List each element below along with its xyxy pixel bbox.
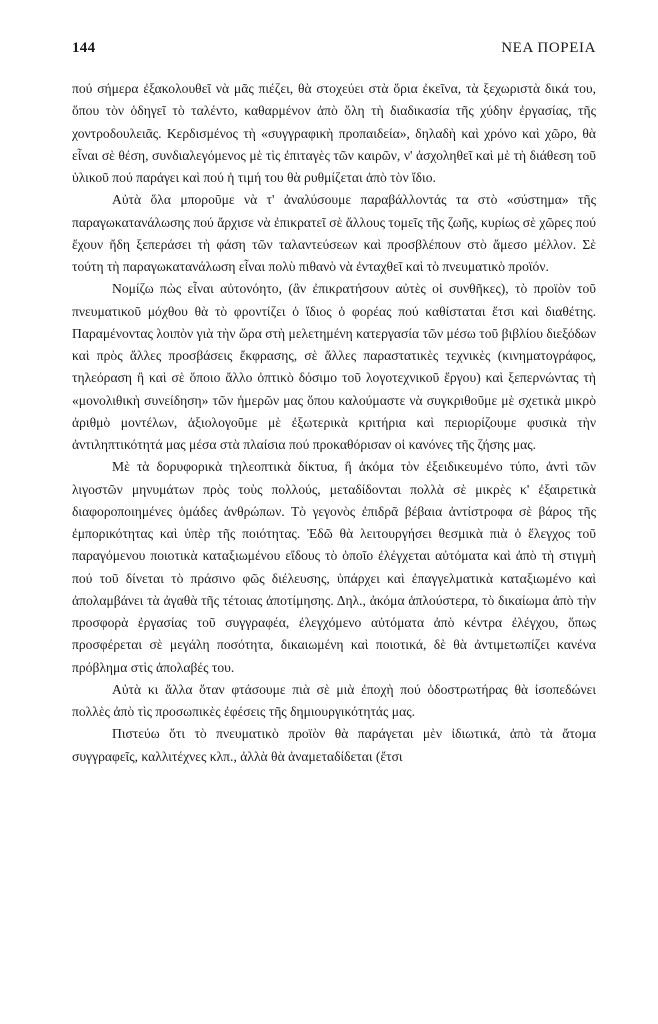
paragraph: Μὲ τὰ δορυφορικὰ τηλεοπτικὰ δίκτυα, ἢ ἀκόμα τὸν ἐξειδικευμένο τύπο, ἀντὶ τῶν λιγοστῶν μηνυμάτων πρὸς τοὺς πολλούς, μεταδίδονται πολλὰ σὲ μικρὲς κ' ἐξαιρετικὰ διαφοροποιημένες ὁμάδες ἀνθρώπων. Τὸ γεγονὸς ἐπιδρᾶ βέβαια ἀντίστροφα σὲ βάρος τῆς ἐμπορικότητας καὶ ὑπὲρ τῆς ποιότητας. Ἐδῶ θὰ λειτουργήσει θεσμικὰ πιὰ ὁ ἔλεγχος τοῦ παραγόμενου ποιοτικὰ καταξιωμένου εἴδους τὸ ὁποῖο ἐλέγχεται αὐτόματα καὶ ἀπὸ τὴ στιγμὴ πού τοῦ δίνεται τὸ πράσινο φῶς διέλευσης, ὑπάρχει καὶ ἐπαγγελματικὰ καταξιωμένο καὶ ἀπολαμβάνει τὰ ἀγαθὰ τῆς τέτοιας ἀποτίμησης. Δηλ., ἀκόμα ἁπλούστερα, τὸ δικαίωμα ἀπὸ τὴν προσφορὰ ἐργασίας τοῦ συγγραφέα, ἐλεγχόμενο αὐτόματα ἀπὸ κέντρα ἐλέγχου, ὅπως προσφέρεται σὲ μεγάλη ποσότητα, δικαιωμένη καὶ ποιοτικά, δὲ θὰ ἀντιμετωπίζει κανένα πρόβλημα στὶς ἀπολαβές του. <box>72 459 596 675</box>
paragraph: Αὐτὰ κι ἄλλα ὅταν φτάσουμε πιὰ σὲ μιὰ ἐποχὴ πού ὁδοστρωτήρας θὰ ἰσοπεδώνει πολλὲς ἀπὸ τὶς προσωπικὲς ἐφέσεις τῆς δημιουργικότητάς μας. <box>72 681 596 719</box>
body-text <box>72 78 596 768</box>
running-header <box>72 40 596 62</box>
book-title: ΝΕΑ ΠΟΡΕΙΑ <box>501 40 596 56</box>
page-number: 144 <box>72 40 96 56</box>
paragraph-continued: πού σήμερα ἐξακολουθεῖ νὰ μᾶς πιέζει, θὰ στοχεύει στὰ ὅρια ἐκεῖνα, τὰ ξεχωριστὰ δικά του, ὅπου τὸν ὁδηγεῖ τὸ ταλέντο, καθαρμένον ἀπὸ ὅλη τὴ διαδικασία τῆς χύδην ἐργασίας, τῆς χοντροδουλειᾶς. Κερδισμένος τὴ «συγγραφικὴ προπαιδεία», δηλαδὴ καὶ χρόνο καὶ χῶρο, θὰ εἶναι σὲ θέση, συνδιαλεγόμενος μὲ τὶς ἐπιταγὲς τῶν καιρῶν, ν' ἀσχοληθεῖ καὶ μὲ τὴ διάθεση τοῦ ὑλικοῦ πού παράγει καὶ πού ἡ τιμή του θὰ ρυθμίζεται ἀπὸ τὸν ἴδιο. <box>72 81 596 185</box>
paragraph: Αὐτὰ ὅλα μποροῦμε νὰ τ' ἀναλύσουμε παραβάλλοντάς τα στὸ «σύστημα» τῆς παραγωκατανάλωσης πού ἄρχισε νὰ ἐπικρατεῖ σὲ ἄλλους τομεῖς τῆς ζωῆς, κυρίως σὲ χῶρες πού ἔχουν ἤδη ξεπεράσει τὴ φάση τῶν ταλαντεύσεων καὶ προσβλέπουν στὸ ἄμεσο μέλλον. Σὲ τούτη τὴ παραγωκατανάλωση εἶναι πολὺ πιθανὸ νὰ ἐνταχθεῖ καὶ τὸ πνευματικὸ προϊόν. <box>72 192 596 274</box>
paragraph: Πιστεύω ὅτι τὸ πνευματικὸ προϊὸν θὰ παράγεται μὲν ἰδιωτικά, ἀπὸ τὰ ἄτομα συγγραφεῖς, καλλιτέχνες κλπ., ἀλλὰ θὰ ἀναμεταδίδεται (ἔτσι <box>72 726 596 764</box>
paragraph: Νομίζω πὼς εἶναι αὐτονόητο, (ἂν ἐπικρατήσουν αὐτὲς οἱ συνθῆκες), τὸ προϊὸν τοῦ πνευματικοῦ μόχθου θὰ τὸ φροντίζει ὁ ἴδιος ὁ φορέας πού καθίσταται ἔτσι καὶ διαθέτης. Παραμένοντας λοιπὸν γιὰ τὴν ὥρα στὴ μελετημένη κατεργασία τῶν μέσω τοῦ βιβλίου διεξόδων καὶ πρὸς ἄλλες προσβάσεις ἔκφρασης, σὲ ἄλλες παραστατικὲς τεχνικὲς (κινηματογράφος, τηλεόραση ἢ καὶ σὲ ὅποιο ἄλλο ὀπτικὸ δόσιμο τοῦ λογοτεχνικοῦ ἔργου) καὶ ξεπερνώντας τὴ «μονολιθικὴ συνείδηση» τῶν ἡμερῶν μας ὅπου καλούμαστε νὰ συγκριθοῦμε μὲ σχετικὰ μικρὸ ἀριθμὸ μοντέλων, ἀξιολογοῦμε μὲ ἐξωτερικὰ κριτήρια καὶ περιορίζουμε φυσικὰ τὴν ἀντιληπτικότητά μας μέσα στὰ πλαίσια πού προκαθόρισαν οἱ κανόνες τῆς ζήσης μας. <box>72 281 596 452</box>
book-page <box>72 40 596 768</box>
